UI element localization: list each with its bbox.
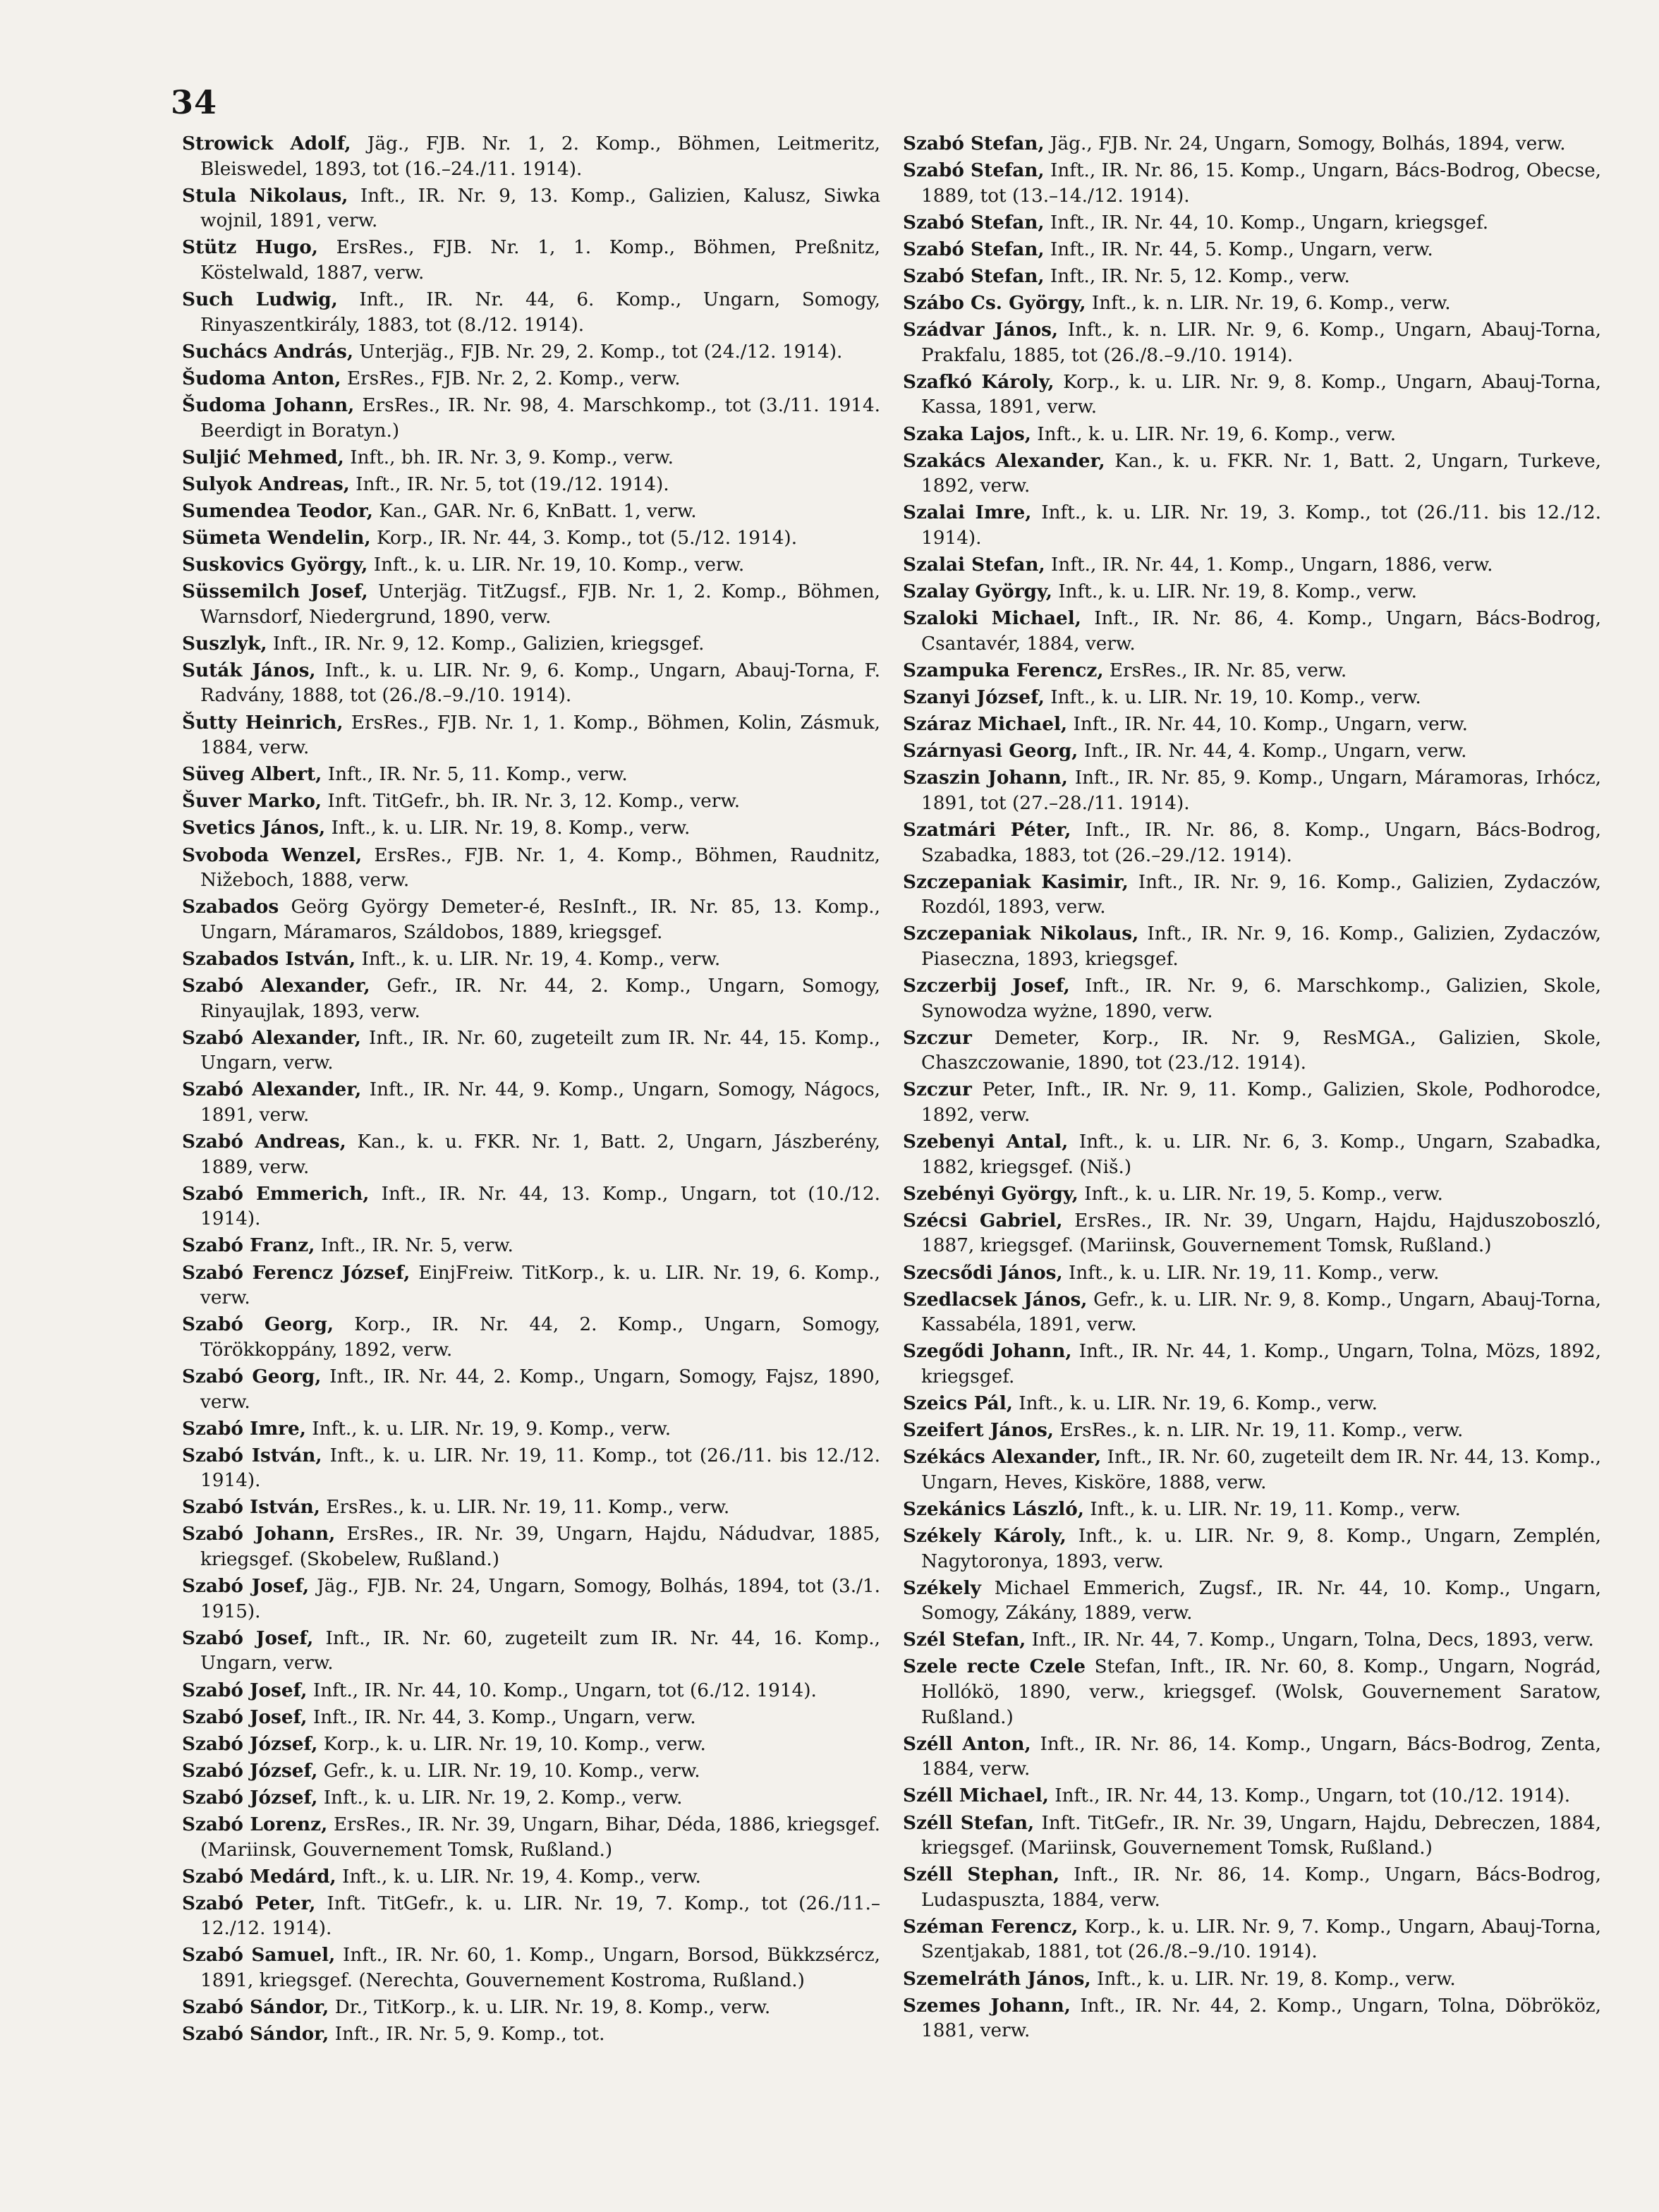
register-entry: [903, 1339, 1601, 1390]
entry-name: Suljić Mehmed,: [182, 446, 344, 468]
entry-name: Szabó Stefan,: [903, 159, 1045, 182]
entry-name: Szabó Andreas,: [182, 1131, 346, 1153]
page-number: 34: [171, 83, 218, 121]
entry-name: Szalay György,: [903, 581, 1052, 603]
register-entry: [903, 210, 1601, 236]
register-entry: [182, 499, 880, 525]
entry-details: Inft., k. n. LIR. Nr. 19, 6. Komp., verw.: [1091, 293, 1451, 315]
entry-name: Svoboda Wenzel,: [182, 844, 363, 866]
register-entry: [903, 658, 1601, 684]
entry-details: Inft., IR. Nr. 9, 16. Komp., Galizien, Zydaczów, Rozdól, 1893, verw.: [921, 871, 1602, 918]
entry-name: Szeics Pál,: [903, 1392, 1013, 1414]
entry-details: Jäg., FJB. Nr. 24, Ungarn, Somogy, Bolhás, 1894, verw.: [1050, 133, 1566, 154]
entry-name: Szabó Stefan,: [903, 211, 1045, 233]
left-column: [182, 131, 880, 2048]
register-entry: [182, 1495, 880, 1521]
register-entry: [903, 921, 1601, 972]
register-entry: [903, 1208, 1601, 1259]
register-entry: [903, 1391, 1601, 1417]
entry-name: Szczur: [903, 1078, 972, 1101]
entry-name: Szaloki Michael,: [903, 607, 1081, 630]
register-entry: [182, 762, 880, 788]
entry-name: Sumendea Teodor,: [182, 499, 373, 522]
register-entry: [182, 1678, 880, 1704]
entry-name: Szabó Peter,: [182, 1892, 316, 1914]
entry-details: Inft., IR. Nr. 5, verw.: [320, 1235, 514, 1257]
entry-details: Inft., k. u. LIR. Nr. 19, 10. Komp., verw.: [1050, 686, 1421, 708]
entry-details: Stefan, Inft., IR. Nr. 60, 8. Komp., Ungarn, Nográd, Hollókö, 1890, verw., kriegsgef. (Wolsk, Gouvernement Saratow, Rußland.): [921, 1656, 1601, 1728]
entry-details: Inft., k. u. LIR. Nr. 19, 3. Komp., tot (26./11. bis 12./12. 1914).: [921, 502, 1601, 549]
right-column: [903, 131, 1601, 2045]
entry-details: Inft., k. u. LIR. Nr. 19, 6. Komp., verw.: [1037, 423, 1397, 445]
entry-name: Szabó Stefan,: [903, 133, 1045, 154]
register-entry: [182, 1077, 880, 1128]
register-entry: [182, 1574, 880, 1624]
entry-details: EinjFreiw. TitKorp., k. u. LIR. Nr. 19, 6. Komp., verw.: [200, 1262, 881, 1309]
entry-details: Korp., k. u. LIR. Nr. 9, 8. Komp., Ungarn, Abauj-Torna, Kassa, 1891, verw.: [921, 371, 1602, 418]
entry-name: Szalai Stefan,: [903, 554, 1045, 576]
entry-name: Szabó Stefan,: [903, 265, 1045, 287]
register-entry: [903, 712, 1601, 738]
register-entry: [182, 815, 880, 841]
register-entry: [903, 1497, 1601, 1523]
entry-details: Inft., k. u. LIR. Nr. 19, 11. Komp., verw.: [1069, 1262, 1440, 1284]
entry-details: Inft., IR. Nr. 86, 14. Komp., Ungarn, Bács-Bodrog, Ludaspuszta, 1884, verw.: [921, 1864, 1601, 1911]
register-entry: [182, 1416, 880, 1442]
entry-name: Szafkó Károly,: [903, 370, 1055, 393]
entry-name: Suskovics György,: [182, 554, 368, 576]
register-entry: [903, 739, 1601, 765]
entry-name: Szabó Josef,: [182, 1575, 310, 1598]
entry-details: Inft., bh. IR. Nr. 3, 9. Komp., verw.: [350, 446, 674, 468]
register-entry: [182, 894, 880, 945]
entry-name: Székács Alexander,: [903, 1446, 1102, 1469]
entry-name: Szatmári Péter,: [903, 818, 1071, 841]
register-entry: [903, 1783, 1601, 1809]
entry-details: Inft., k. u. LIR. Nr. 9, 6. Komp., Ungarn, Abauj-Torna, F. Radvány, 1888, tot (26./8.–9./10. 1914).: [200, 660, 881, 707]
entry-details: Inft., k. u. LIR. Nr. 6, 3. Komp., Ungarn, Szabadka, 1882, kriegsgef. (Niš.): [921, 1131, 1602, 1178]
entry-details: Kan., k. u. FKR. Nr. 1, Batt. 2, Ungarn, Jászberény, 1889, verw.: [200, 1131, 881, 1178]
register-entry: [903, 870, 1601, 920]
register-entry: [903, 1914, 1601, 1965]
entry-details: Michael Emmerich, Zugsf., IR. Nr. 44, 10. Komp., Ungarn, Somogy, Zákány, 1889, verw.: [921, 1577, 1602, 1624]
entry-name: Szeifert János,: [903, 1419, 1054, 1442]
register-entry: [903, 818, 1601, 868]
entry-details: Inft., IR. Nr. 60, zugeteilt zum IR. Nr. 44, 15. Komp., Ungarn, verw.: [200, 1027, 881, 1074]
register-entry: [903, 1627, 1601, 1653]
entry-details: Korp., IR. Nr. 44, 2. Komp., Ungarn, Somogy, Törökkoppány, 1892, verw.: [200, 1314, 881, 1361]
entry-name: Szedlacsek János,: [903, 1288, 1088, 1311]
entry-name: Széll Stephan,: [903, 1864, 1060, 1886]
entry-details: Kan., k. u. FKR. Nr. 1, Batt. 2, Ungarn, Turkeve, 1892, verw.: [921, 450, 1602, 497]
entry-name: Szécsi Gabriel,: [903, 1209, 1063, 1232]
entry-name: Szanyi József,: [903, 686, 1045, 708]
entry-name: Stula Nikolaus,: [182, 184, 348, 207]
register-entry: [903, 317, 1601, 368]
entry-details: Inft., k. u. LIR. Nr. 19, 4. Komp., verw.: [342, 1866, 701, 1888]
entry-details: ErsRes., IR. Nr. 39, Ungarn, Bihar, Déda, 1886, kriegsgef. (Mariinsk, Gouvernement Tomsk, Rußland.): [200, 1814, 881, 1861]
entry-details: Inft., k. u. LIR. Nr. 19, 11. Komp., tot (26./11. bis 12./12. 1914).: [200, 1445, 880, 1492]
entry-name: Szabó Imre,: [182, 1417, 306, 1440]
entry-details: Inft. TitGefr., bh. IR. Nr. 3, 12. Komp., verw.: [327, 791, 741, 813]
entry-name: Szabó Alexander,: [182, 1026, 361, 1049]
register-entry: [182, 1995, 880, 2021]
register-entry: [182, 2022, 880, 2048]
register-entry: [182, 1260, 880, 1311]
entry-name: Such Ludwig,: [182, 288, 338, 311]
entry-name: Széll Stefan,: [903, 1811, 1035, 1834]
entry-details: Inft., IR. Nr. 44, 1. Komp., Ungarn, Tolna, Mözs, 1892, kriegsgef.: [921, 1341, 1601, 1387]
entry-details: Inft., k. u. LIR. Nr. 19, 5. Komp., verw.: [1084, 1183, 1443, 1205]
entry-details: Inft., IR. Nr. 9, 12. Komp., Galizien, kriegsgef.: [272, 633, 705, 655]
register-entry: [903, 606, 1601, 657]
register-entry: [903, 449, 1601, 499]
entry-details: ErsRes., IR. Nr. 39, Ungarn, Hajdu, Nádudvar, 1885, kriegsgef. (Skobelew, Rußland.): [200, 1524, 880, 1571]
entry-details: Peter, Inft., IR. Nr. 9, 11. Komp., Galizien, Skole, Podhorodce, 1892, verw.: [921, 1079, 1602, 1126]
entry-name: Szekánics László,: [903, 1497, 1084, 1520]
entry-details: Inft., IR. Nr. 44, 2. Komp., Ungarn, Somogy, Fajsz, 1890, verw.: [200, 1366, 881, 1413]
entry-details: Inft., k. u. LIR. Nr. 19, 6. Komp., verw.: [1019, 1393, 1378, 1414]
entry-details: ErsRes., FJB. Nr. 1, 1. Komp., Böhmen, Preßnitz, Köstelwald, 1887, verw.: [200, 237, 880, 284]
entry-details: Inft., IR. Nr. 44, 2. Komp., Ungarn, Tolna, Döbrököz, 1881, verw.: [921, 1995, 1601, 2042]
entry-details: Inft., k. u. LIR. Nr. 19, 8. Komp., verw.: [331, 818, 691, 839]
register-entry: [903, 1576, 1601, 1627]
entry-name: Székely Károly,: [903, 1524, 1066, 1547]
entry-details: Inft., IR. Nr. 44, 13. Komp., Ungarn, tot (10./12. 1914).: [200, 1183, 880, 1230]
register-entry: [182, 287, 880, 338]
register-entry: [903, 1862, 1601, 1913]
entry-name: Šudoma Johann,: [182, 394, 355, 416]
entry-name: Sulyok Andreas,: [182, 473, 350, 495]
entry-name: Szabó Josef,: [182, 1679, 308, 1701]
register-entry: [903, 552, 1601, 578]
register-entry: [903, 237, 1601, 263]
entry-name: Suchács András,: [182, 340, 354, 363]
entry-name: Szabados: [182, 896, 279, 918]
entry-name: Szabó István,: [182, 1496, 320, 1519]
entry-name: Szczepaniak Nikolaus,: [903, 923, 1139, 945]
register-entry: [903, 1967, 1601, 1993]
entry-name: Szampuka Ferencz,: [903, 659, 1104, 681]
register-entry: [903, 291, 1601, 317]
entry-name: Szabó Sándor,: [182, 2023, 329, 2046]
entry-details: Inft., k. u. LIR. Nr. 19, 8. Komp., verw.: [1058, 581, 1418, 603]
register-entry: [182, 1758, 880, 1785]
register-entry: [903, 1129, 1601, 1180]
entry-name: Szabó Josef,: [182, 1706, 308, 1728]
entry-name: Szabó Lorenz,: [182, 1813, 328, 1835]
register-entry: [182, 472, 880, 498]
entry-name: Szabó József,: [182, 1732, 318, 1755]
register-entry: [182, 1785, 880, 1811]
entry-name: Šudoma Anton,: [182, 367, 341, 389]
entry-details: Gefr., k. u. LIR. Nr. 9, 8. Komp., Ungarn, Abauj-Torna, Kassabéla, 1891, verw.: [921, 1289, 1601, 1336]
entry-details: Inft., k. u. LIR. Nr. 19, 8. Komp., verw.: [1096, 1968, 1456, 1990]
entry-name: Széman Ferencz,: [903, 1915, 1078, 1938]
entry-details: Inft., k. u. LIR. Nr. 9, 8. Komp., Ungarn, Zemplén, Nagytoronya, 1893, verw.: [921, 1525, 1602, 1572]
entry-name: Szabados István,: [182, 947, 356, 970]
entry-details: Jäg., FJB. Nr. 24, Ungarn, Somogy, Bolhás, 1894, tot (3./1. 1915).: [200, 1576, 881, 1622]
entry-name: Suszlyk,: [182, 632, 267, 655]
entry-details: Inft., IR. Nr. 5, tot (19./12. 1914).: [356, 473, 669, 495]
entry-details: Unterjäg. TitZugsf., FJB. Nr. 1, 2. Komp., Böhmen, Warnsdorf, Niedergrund, 1890, verw.: [200, 581, 880, 628]
entry-details: Inft., IR. Nr. 86, 8. Komp., Ungarn, Bács-Bodrog, Szabadka, 1883, tot (26.–29./12. 1914).: [921, 819, 1602, 866]
entry-name: Szabó Alexander,: [182, 1078, 362, 1101]
register-entry: [182, 1521, 880, 1572]
register-entry: [182, 789, 880, 815]
register-entry: [903, 500, 1601, 551]
entry-name: Szabó Alexander,: [182, 975, 370, 997]
entry-details: Inft., IR. Nr. 9, 13. Komp., Galizien, Kalusz, Siwka wojnil, 1891, verw.: [200, 185, 880, 232]
entry-name: Szabó Josef,: [182, 1627, 314, 1649]
entry-name: Szaka Lajos,: [903, 423, 1031, 445]
entry-details: Inft., IR. Nr. 60, zugeteilt dem IR. Nr. 44, 13. Komp., Ungarn, Heves, Kisköre, 1888, verw.: [921, 1447, 1602, 1493]
register-entry: [182, 1943, 880, 1993]
entry-name: Süssemilch Josef,: [182, 581, 368, 603]
entry-name: Szemelráth János,: [903, 1967, 1091, 1990]
register-entry: [903, 1654, 1601, 1730]
entry-name: Szczur: [903, 1026, 972, 1049]
register-entry: [182, 552, 880, 578]
register-entry: [182, 1233, 880, 1259]
register-entry: [903, 973, 1601, 1024]
register-entry: [182, 579, 880, 630]
entry-details: Inft., IR. Nr. 86, 14. Komp., Ungarn, Bács-Bodrog, Zenta, 1884, verw.: [921, 1733, 1602, 1780]
entry-name: Szabó Emmerich,: [182, 1182, 370, 1205]
entry-name: Szebenyi Antal,: [903, 1131, 1069, 1153]
entry-name: Suták János,: [182, 659, 316, 681]
register-entry: [903, 1524, 1601, 1574]
register-entry: [182, 1129, 880, 1180]
entry-details: Gefr., k. u. LIR. Nr. 19, 10. Komp., verw.: [323, 1760, 700, 1782]
entry-details: ErsRes., IR. Nr. 85, verw.: [1109, 660, 1347, 681]
entry-details: Inft., IR. Nr. 9, 16. Komp., Galizien, Zydaczów, Piaseczna, 1893, kriegsgef.: [921, 923, 1601, 970]
entry-details: Inft., IR. Nr. 9, 6. Marschkomp., Galizien, Skole, Synowodza wyżne, 1890, verw.: [921, 976, 1602, 1022]
register-entry: [182, 843, 880, 894]
register-entry: [182, 525, 880, 552]
register-entry: [182, 658, 880, 709]
entry-details: Inft., k. u. LIR. Nr. 19, 10. Komp., verw.: [373, 554, 745, 576]
register-entry: [182, 1312, 880, 1363]
register-entry: [182, 445, 880, 471]
entry-name: Széll Anton,: [903, 1732, 1031, 1755]
entry-details: Jäg., FJB. Nr. 1, 2. Komp., Böhmen, Leitmeritz, Bleiswedel, 1893, tot (16.–24./11. 1914).: [200, 133, 881, 180]
entry-name: Szabó Franz,: [182, 1234, 315, 1257]
entry-name: Szalai Imre,: [903, 502, 1032, 524]
entry-details: Inft., IR. Nr. 44, 1. Komp., Ungarn, 1886, verw.: [1051, 554, 1493, 576]
entry-details: ErsRes., k. n. LIR. Nr. 19, 11. Komp., verw.: [1059, 1420, 1464, 1442]
register-entry: [182, 1864, 880, 1890]
entry-details: Inft., k. n. LIR. Nr. 9, 6. Komp., Ungarn, Abauj-Torna, Prakfalu, 1885, tot (26./8.–9./10. 1914).: [921, 320, 1602, 366]
register-entry: [903, 1287, 1601, 1338]
entry-name: Széll Michael,: [903, 1785, 1049, 1807]
entry-details: Kan., GAR. Nr. 6, KnBatt. 1, verw.: [379, 500, 697, 522]
entry-name: Szabó Stefan,: [903, 238, 1045, 260]
entry-details: Inft., k. u. LIR. Nr. 19, 2. Komp., verw.: [323, 1787, 683, 1809]
entry-details: ErsRes., IR. Nr. 39, Ungarn, Hajdu, Hajduszoboszló, 1887, kriegsgef. (Mariinsk, Gouvernement Tomsk, Rußland.): [921, 1210, 1601, 1257]
entry-details: Inft., IR. Nr. 5, 9. Komp., tot.: [334, 2024, 605, 2046]
entry-name: Szegődi Johann,: [903, 1340, 1072, 1363]
entry-details: Inft., IR. Nr. 86, 4. Komp., Ungarn, Bács-Bodrog, Csantavér, 1884, verw.: [921, 608, 1601, 655]
entry-name: Szabó Medárd,: [182, 1865, 336, 1888]
entry-name: Szczerbij Josef,: [903, 975, 1070, 997]
entry-details: Inft., IR. Nr. 44, 3. Komp., Ungarn, verw.: [312, 1706, 696, 1728]
entry-name: Szabó Samuel,: [182, 1944, 336, 1967]
entry-details: Gefr., IR. Nr. 44, 2. Komp., Ungarn, Somogy, Rinyaujlak, 1893, verw.: [200, 976, 880, 1022]
entry-details: Inft. TitGefr., IR. Nr. 39, Ungarn, Hajdu, Debreczen, 1884, kriegsgef. (Mariinsk, Gouvernement Tomsk, Rußland.): [921, 1812, 1601, 1859]
register-entry: [903, 1732, 1601, 1782]
entry-name: Szabó Georg,: [182, 1313, 334, 1336]
entry-details: ErsRes., k. u. LIR. Nr. 19, 11. Komp., verw.: [326, 1497, 730, 1519]
entry-details: Inft., IR. Nr. 44, 5. Komp., Ungarn, verw.: [1050, 238, 1433, 260]
entry-name: Szél Stefan,: [903, 1629, 1026, 1651]
entry-details: Unterjäg., FJB. Nr. 29, 2. Komp., tot (24./12. 1914).: [359, 341, 843, 363]
register-entry: [182, 1026, 880, 1076]
register-entry: [903, 264, 1601, 290]
entry-name: Szebényi György,: [903, 1182, 1078, 1205]
entry-details: Inft., k. u. LIR. Nr. 19, 11. Komp., verw.: [1090, 1498, 1461, 1520]
register-entry: [182, 1626, 880, 1677]
entry-details: Inft. TitGefr., k. u. LIR. Nr. 19, 7. Komp., tot (26./11.–12./12. 1914).: [200, 1892, 880, 1940]
register-entry: [903, 1811, 1601, 1861]
entry-name: Šuver Marko,: [182, 790, 322, 813]
entry-details: Inft., IR. Nr. 44, 10. Komp., Ungarn, tot (6./12. 1914).: [312, 1679, 817, 1701]
entry-name: Székely: [903, 1576, 981, 1599]
register-entry: [182, 631, 880, 657]
register-entry: [903, 1181, 1601, 1208]
register-entry: [182, 339, 880, 365]
entry-details: ErsRes., IR. Nr. 98, 4. Marschkomp., tot (3./11. 1914. Beerdigt in Boratyn.): [200, 394, 881, 442]
register-entry: [182, 1812, 880, 1863]
entry-details: Inft., IR. Nr. 44, 4. Komp., Ungarn, verw.: [1083, 741, 1467, 762]
register-entry: [182, 1705, 880, 1731]
entry-name: Szakács Alexander,: [903, 449, 1105, 472]
register-entry: [903, 685, 1601, 711]
register-entry: [182, 1443, 880, 1494]
entry-details: Inft., IR. Nr. 5, 11. Komp., verw.: [327, 764, 628, 786]
entry-details: Inft., IR. Nr. 44, 6. Komp., Ungarn, Somogy, Rinyaszentkirály, 1883, tot (8./12. 1914).: [200, 289, 880, 336]
register-entry: [182, 1364, 880, 1415]
register-entry: [182, 1181, 880, 1232]
entry-name: Svetics János,: [182, 817, 326, 839]
entry-details: Inft., IR. Nr. 44, 7. Komp., Ungarn, Tolna, Decs, 1893, verw.: [1031, 1629, 1594, 1651]
entry-details: Inft., k. u. LIR. Nr. 19, 9. Komp., verw.: [312, 1418, 672, 1440]
register-entry: [182, 1891, 880, 1942]
register-entry: [903, 1993, 1601, 2044]
register-entry: [903, 1077, 1601, 1128]
register-entry: [182, 131, 880, 182]
entry-details: Inft., IR. Nr. 44, 10. Komp., Ungarn, verw.: [1073, 714, 1469, 736]
entry-details: ErsRes., FJB. Nr. 1, 4. Komp., Böhmen, Raudnitz, Nižeboch, 1888, verw.: [200, 844, 880, 892]
entry-details: Inft., IR. Nr. 44, 13. Komp., Ungarn, tot (10./12. 1914).: [1055, 1785, 1571, 1807]
entry-details: Inft., IR. Nr. 60, zugeteilt zum IR. Nr. 44, 16. Komp., Ungarn, verw.: [200, 1627, 881, 1675]
register-entry: [182, 235, 880, 286]
register-entry: [903, 422, 1601, 448]
entry-name: Szabó József,: [182, 1759, 318, 1782]
register-entry: [903, 158, 1601, 209]
entry-details: Korp., IR. Nr. 44, 3. Komp., tot (5./12. 1914).: [376, 527, 798, 549]
register-entry: [903, 1260, 1601, 1287]
entry-name: Szemes Johann,: [903, 1994, 1071, 2017]
register-entry: [182, 1732, 880, 1758]
entry-details: Inft., IR. Nr. 44, 9. Komp., Ungarn, Somogy, Nágocs, 1891, verw.: [200, 1079, 880, 1126]
entry-name: Szabó Georg,: [182, 1365, 322, 1387]
entry-name: Szabó Ferencz József,: [182, 1261, 411, 1284]
entry-name: Strowick Adolf,: [182, 133, 351, 154]
entry-details: Geörg György Demeter-é, ResInft., IR. Nr. 85, 13. Komp., Ungarn, Máramaros, Száldobos, 1889, kriegsgef.: [200, 897, 881, 943]
entry-name: Szecsődi János,: [903, 1261, 1063, 1284]
register-entry: [182, 947, 880, 973]
entry-details: ErsRes., FJB. Nr. 1, 1. Komp., Böhmen, Kolin, Zásmuk, 1884, verw.: [200, 712, 881, 759]
entry-details: ErsRes., FJB. Nr. 2, 2. Komp., verw.: [346, 367, 681, 389]
entry-name: Szabó Johann,: [182, 1523, 336, 1545]
entry-details: Korp., k. u. LIR. Nr. 19, 10. Komp., verw.: [323, 1733, 706, 1755]
entry-details: Korp., k. u. LIR. Nr. 9, 7. Komp., Ungarn, Abauj-Torna, Szentjakab, 1881, tot (26./8.–9./10. 1914).: [921, 1916, 1602, 1963]
entry-details: Dr., TitKorp., k. u. LIR. Nr. 19, 8. Komp., verw.: [334, 1997, 771, 2019]
entry-details: Inft., IR. Nr. 85, 9. Komp., Ungarn, Máramoras, Irhócz, 1891, tot (27.–28./11. 1914).: [921, 767, 1602, 814]
entry-name: Šutty Heinrich,: [182, 711, 344, 734]
entry-details: Demeter, Korp., IR. Nr. 9, ResMGA., Galizien, Skole, Chaszczowanie, 1890, tot (23./12. 1914).: [921, 1027, 1602, 1074]
register-entry: [903, 1026, 1601, 1076]
entry-details: Inft., k. u. LIR. Nr. 19, 4. Komp., verw.: [361, 948, 721, 970]
entry-details: Inft., IR. Nr. 86, 15. Komp., Ungarn, Bács-Bodrog, Obecse, 1889, tot (13.–14./12. 1914).: [921, 160, 1602, 207]
entry-details: Inft., IR. Nr. 44, 10. Komp., Ungarn, kriegsgef.: [1050, 212, 1489, 233]
entry-name: Szábo Cs. György,: [903, 292, 1086, 315]
register-entry: [182, 393, 880, 444]
register-entry: [182, 366, 880, 392]
register-entry: [903, 1418, 1601, 1444]
entry-name: Szabó István,: [182, 1444, 322, 1466]
register-entry: [903, 765, 1601, 816]
entry-name: Szabó Sándor,: [182, 1996, 329, 2019]
register-entry: [182, 183, 880, 234]
register-entry: [903, 131, 1601, 157]
entry-name: Süveg Albert,: [182, 763, 322, 786]
entry-name: Stütz Hugo,: [182, 236, 318, 259]
entry-name: Szczepaniak Kasimir,: [903, 870, 1129, 893]
register-entry: [182, 973, 880, 1024]
register-entry: [903, 370, 1601, 420]
register-entry: [182, 710, 880, 761]
register-entry: [903, 1445, 1601, 1495]
entry-name: Szárnyasi Georg,: [903, 740, 1078, 762]
entry-name: Sümeta Wendelin,: [182, 526, 371, 549]
entry-details: Inft., IR. Nr. 60, 1. Komp., Ungarn, Borsod, Bükkzsércz, 1891, kriegsgef. (Nerechta, Gouvernement Kostroma, Rußland.): [200, 1945, 881, 1992]
entry-name: Szele recte Czele: [903, 1655, 1086, 1678]
entry-name: Szaszin Johann,: [903, 767, 1068, 789]
entry-name: Szádvar János,: [903, 319, 1059, 341]
register-entry: [903, 579, 1601, 605]
entry-name: Szabó József,: [182, 1786, 318, 1809]
entry-name: Száraz Michael,: [903, 713, 1068, 736]
entry-details: Inft., IR. Nr. 5, 12. Komp., verw.: [1050, 265, 1350, 287]
